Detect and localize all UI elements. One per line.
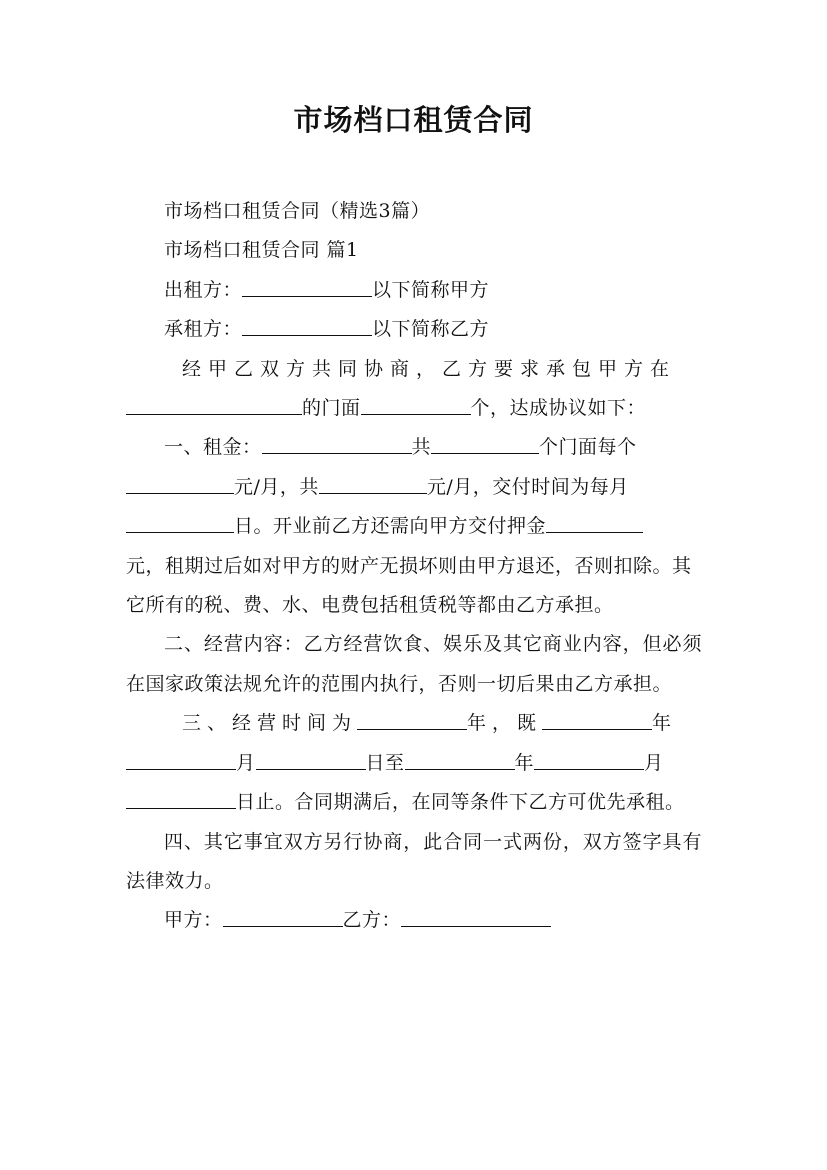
intro-line-2	[126, 389, 702, 428]
lessee-label: 承租方：	[164, 318, 243, 341]
time-label: 三、经营时间为	[182, 712, 358, 735]
time-line-1	[126, 704, 702, 743]
rent-line-3	[126, 507, 702, 546]
rent-label: 一、租金：	[164, 436, 262, 459]
lessor-suffix: 以下简称甲方	[372, 278, 490, 301]
rent-blank-5	[126, 512, 234, 533]
time-year-3: 年	[514, 751, 535, 774]
lessee-suffix: 以下简称乙方	[372, 318, 490, 341]
time-blank-3	[126, 749, 236, 770]
time-line-3	[126, 783, 702, 822]
time-blank-4	[256, 749, 366, 770]
part-heading: 市场档口租赁合同 篇1	[164, 239, 359, 262]
rent-line-1	[126, 428, 702, 467]
document-body	[126, 192, 702, 941]
rent-line-rest: 元，租期过后如对甲方的财产无损坏则由甲方退还，否则扣除。其它所有的税、费、水、电费包括租赁税等都由乙方承担。	[126, 554, 692, 617]
intro-mid-2: 个，达成协议如下：	[470, 397, 647, 420]
rent-yuan-month: 元/月，共	[234, 475, 319, 498]
rent-blank-4	[319, 473, 427, 494]
time-paragraph	[126, 704, 702, 822]
time-day-to: 日至	[365, 751, 405, 774]
rent-paragraph	[126, 428, 702, 625]
time-blank-7	[126, 788, 236, 809]
business-content: 二、经营内容：乙方经营饮食、娱乐及其它商业内容，但必须在国家政策法规允许的范围内执行，否则一切后果由乙方承担。	[126, 633, 702, 695]
rent-day: 日。开业前乙方还需向甲方交付押金	[234, 515, 547, 538]
time-blank-2	[542, 709, 652, 730]
rent-blank-2	[431, 433, 539, 454]
intro-paragraph	[126, 350, 702, 429]
intro-mid-1: 的门面	[302, 397, 361, 420]
time-year: 年，既	[467, 712, 543, 735]
party-a-label: 甲方：	[164, 909, 223, 932]
lessee-blank	[242, 315, 372, 336]
other-matters: 四、其它事宜双方另行协商，此合同一式两份，双方签字具有法律效力。	[126, 830, 702, 892]
rent-blank-1	[262, 433, 412, 454]
party-b-label: 乙方：	[342, 909, 402, 932]
subtitle: 市场档口租赁合同（精选3篇）	[164, 200, 431, 222]
time-blank-6	[534, 749, 644, 770]
lessor-label: 出租方：	[164, 278, 243, 301]
time-blank-1	[357, 709, 467, 730]
time-month-2: 月	[644, 751, 664, 774]
document-title: 市场档口租赁合同	[293, 103, 534, 137]
lessor-blank	[242, 276, 372, 297]
party-a-blank	[223, 906, 343, 927]
rent-line-2	[126, 468, 702, 507]
time-line-2	[126, 744, 702, 783]
rent-each: 个门面每个	[539, 436, 637, 459]
rent-deposit-blank	[546, 512, 643, 533]
rent-yuan-month-2: 元/月，交付时间为每月	[426, 475, 629, 498]
rent-blank-3	[126, 473, 234, 494]
intro-location-blank	[126, 394, 302, 415]
time-month: 月	[236, 751, 256, 774]
signature-line	[126, 901, 702, 940]
time-year-2: 年	[652, 712, 678, 735]
lessee-line	[126, 310, 702, 349]
time-blank-5	[405, 749, 515, 770]
party-b-blank	[401, 906, 551, 927]
intro-count-blank	[361, 394, 471, 415]
lessor-line	[126, 271, 702, 310]
intro-line-1: 经甲乙双方共同协商，乙方要求承包甲方在	[182, 357, 677, 380]
rent-gong: 共	[411, 436, 432, 459]
time-end: 日止。合同期满后，在同等条件下乙方可优先承租。	[236, 791, 685, 814]
